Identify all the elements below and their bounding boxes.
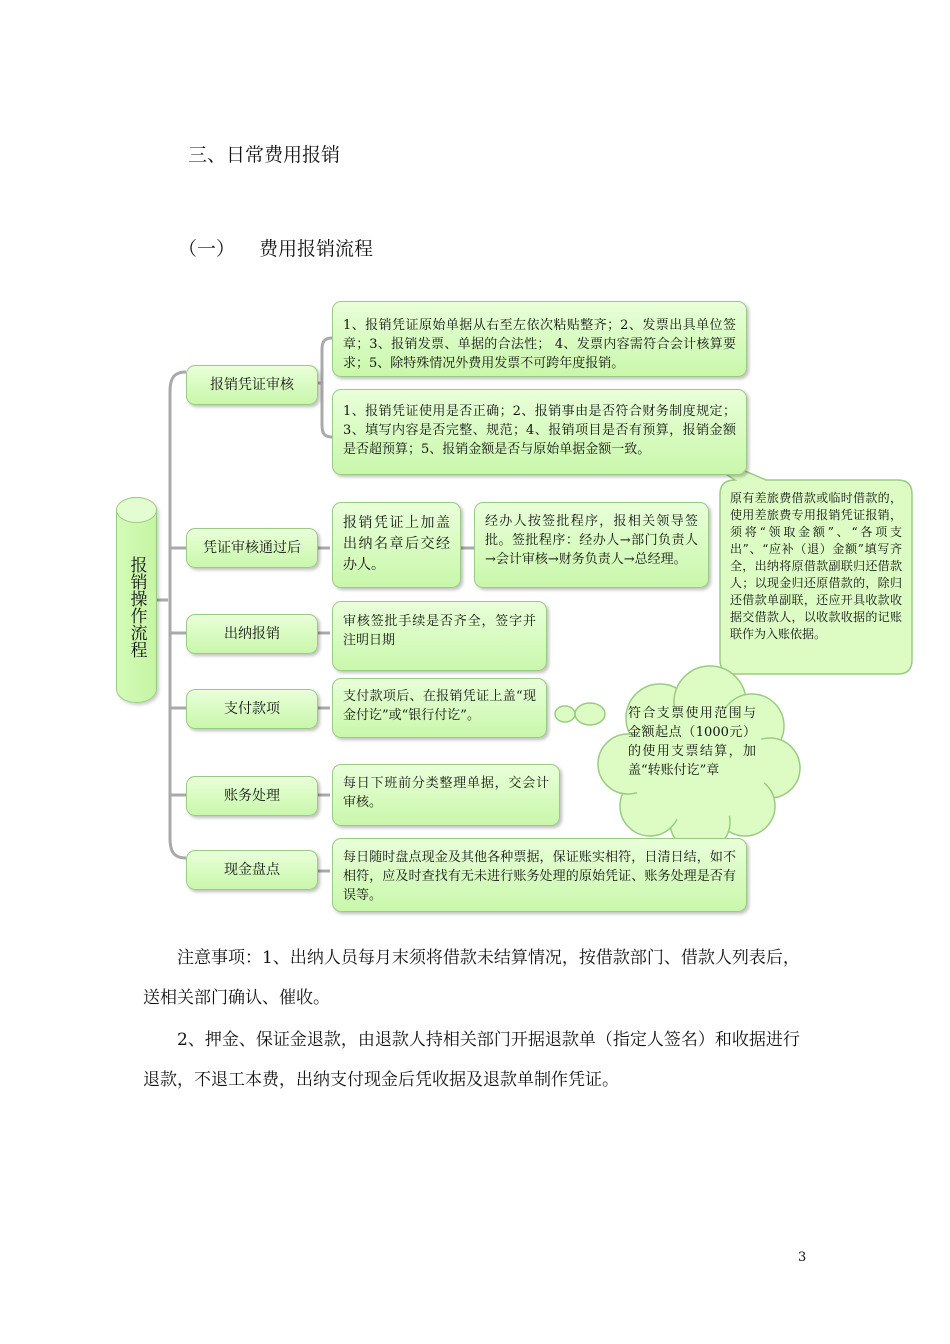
detail-audit-1: 1、报销凭证原始单据从右至左依次粘贴整齐；2、发票出具单位签章；3、报销发票、单据的合法性； 4、发票内容需符合会计核算要求；5、除特殊情况外费用发票不可跨年度报销。	[332, 301, 747, 377]
callout-text: 原有差旅费借款或临时借款的，使用差旅费专用报销凭证报销，须将“领取金额”、“各项支出”、“应补（退）金额”填写齐全，出纳将原借款副联归还借款人；以现金归还原借款的，除归还借款单副联，还应开具收款收据交借款人，以收款收据的记账联作为入账依据。	[730, 491, 902, 641]
step-after-approval: 凭证审核通过后	[186, 528, 318, 568]
detail-cash-count: 每日随时盘点现金及其他各种票据，保证账实相符，日清日结，如不相符，应及时查找有无未进行账务处理的原始凭证、账务处理是否有误等。	[332, 838, 747, 912]
cloud-text: 符合支票使用范围与金额起点（1000元）的使用支票结算，加盖“转账付讫”章	[628, 706, 756, 778]
detail-accounting: 每日下班前分类整理单据，交会计审核。	[332, 764, 560, 826]
root-label: 报销操作流程	[126, 556, 147, 658]
step-payment: 支付款项	[186, 689, 318, 729]
thought-bubble-medium	[575, 703, 605, 725]
detail-after-approval: 报销凭证上加盖出纳名章后交经办人。	[332, 502, 461, 588]
branch-connector	[170, 548, 186, 795]
subsection-title: 费用报销流程	[259, 238, 374, 260]
subsection-number: （一）	[178, 238, 236, 260]
detail-approval-process: 经办人按签批程序，报相关领导签批。签批程序：经办人→部门负责人→会计审核→财务负责人→总经理。	[474, 502, 709, 588]
page-number: 3	[798, 1250, 807, 1265]
note-1-text: 注意事项：1、出纳人员每月末须将借款未结算情况，按借款部门、借款人列表后，送相关部门确认、催收。	[143, 948, 800, 1008]
step-cash-count: 现金盘点	[186, 850, 318, 890]
thought-bubble-small	[555, 706, 575, 722]
note-paragraph-1	[143, 938, 808, 1018]
section-heading: 三、日常费用报销	[188, 144, 341, 166]
detail-audit-2: 1、报销凭证使用是否正确；2、报销事由是否符合财务制度规定；3、填写内容是否完整、规范；4、报销项目是否有预算，报销金额是否超预算；5、报销金额是否与原始单据金额一致。	[332, 389, 747, 475]
detail-payment: 支付款项后、在报销凭证上盖“现金付讫”或“银行付讫”。	[332, 678, 547, 738]
note-paragraph-2	[143, 1020, 808, 1100]
step-cashier-reimburse: 出纳报销	[186, 614, 318, 654]
note-2-text: 2、押金、保证金退款，由退款人持相关部门开据退款单（指定人签名）和收据进行退款，不退工本费，出纳支付现金后凭收据及退款单制作凭证。	[143, 1030, 800, 1090]
detail-cashier: 审核签批手续是否齐全，签字并注明日期	[332, 601, 547, 671]
spine-connector	[157, 372, 186, 858]
step-accounting: 账务处理	[186, 776, 318, 816]
audit-bracket	[318, 338, 332, 437]
step-voucher-audit: 报销凭证审核	[186, 365, 318, 405]
